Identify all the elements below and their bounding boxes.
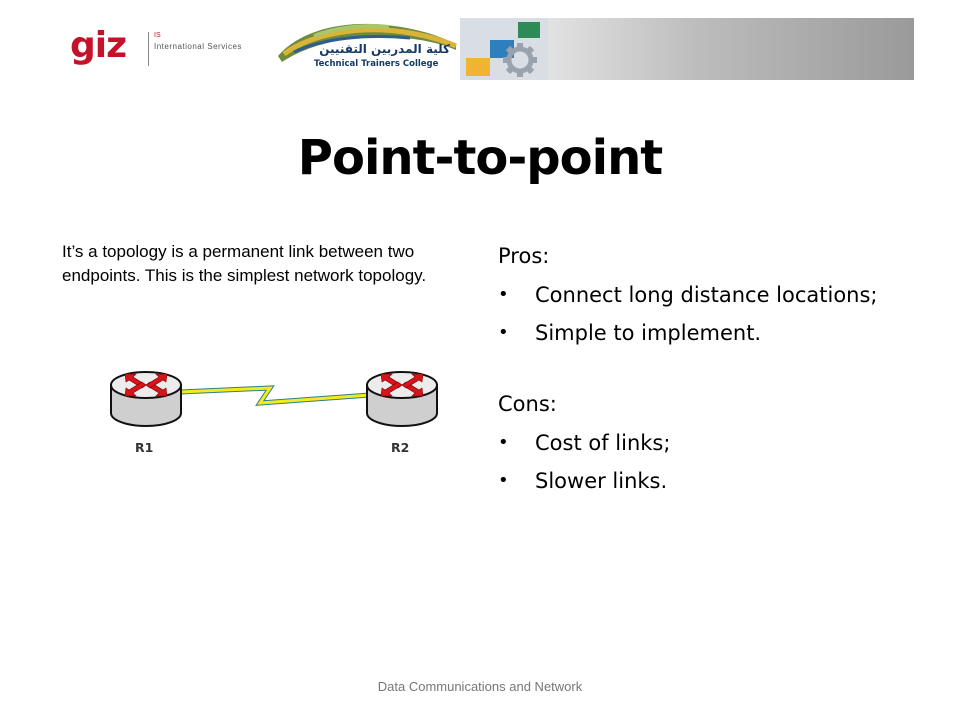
list-item	[498, 318, 918, 348]
pros-item-1: Connect long distance locations;	[535, 283, 878, 307]
pros-item-2: Simple to implement.	[535, 321, 762, 345]
ttc-arabic-name: كلية المدربين التقنيين	[319, 42, 450, 56]
slide-footer: Data Communications and Network	[377, 679, 583, 694]
bullet-icon: •	[498, 432, 509, 453]
gear-puzzle-icon	[460, 18, 548, 80]
list-item	[498, 466, 918, 496]
bullet-icon: •	[498, 470, 509, 491]
cons-heading: Cons:	[498, 392, 557, 416]
router-label-r1: R1	[135, 440, 154, 455]
topology-description: It’s a topology is a permanent link between two endpoints. This is the simplest network topology.	[62, 242, 427, 285]
giz-is-label: IS	[154, 32, 161, 39]
list-item	[498, 280, 918, 310]
giz-logo	[70, 26, 250, 70]
bullet-icon: •	[498, 322, 509, 343]
cons-item-2: Slower links.	[535, 469, 668, 493]
slide-title: Point-to-point	[297, 130, 663, 186]
router-label-r2: R2	[391, 440, 410, 455]
header-gradient-bar	[548, 18, 914, 80]
lightning-serial-link-icon	[180, 388, 370, 403]
header-banner	[52, 18, 914, 80]
pros-heading: Pros:	[498, 244, 550, 268]
giz-logo-text: giz	[70, 25, 127, 66]
cons-item-1: Cost of links;	[535, 431, 671, 455]
pros-cons-list	[498, 240, 918, 496]
ttc-logo	[274, 18, 460, 80]
list-item	[498, 428, 918, 458]
bullet-icon: •	[498, 284, 509, 305]
ttc-english-name: Technical Trainers College	[314, 59, 439, 69]
giz-subtitle: International Services	[154, 42, 242, 51]
router-icon	[367, 372, 437, 426]
router-icon	[111, 372, 181, 426]
logo-divider	[148, 32, 149, 66]
network-diagram	[100, 355, 460, 465]
